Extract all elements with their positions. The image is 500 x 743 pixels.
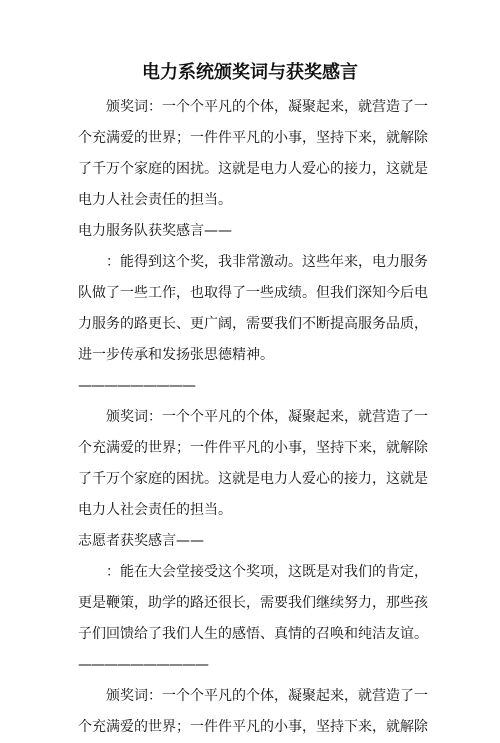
award-citation-paragraph-3: [78, 681, 428, 743]
text-line: 队做了一些工作，也取得了一些成绩。但我们深知今后电: [78, 285, 428, 301]
text-line: 个充满爱的世界；一件件平凡的小事，坚持下来，就解除: [78, 440, 428, 456]
text-line: 了千万个家庭的困扰。这就是电力人爱心的接力，这就是: [78, 471, 428, 487]
document-title: 电力系统颁奖词与获奖感言: [142, 62, 358, 83]
text-line: ：能在大会堂接受这个奖项，这既是对我们的肯定，: [106, 564, 428, 580]
text-line: 电力人社会责任的担当。: [78, 502, 232, 518]
text-line: ：能得到这个奖，我非常激动。这些年来，电力服务: [106, 254, 428, 270]
text-line: 个充满爱的世界；一件件平凡的小事，坚持下来，就解除: [78, 719, 428, 735]
text-line: 了千万个家庭的困扰。这就是电力人爱心的接力，这就是: [78, 161, 428, 177]
text-line: 颁奖词：一个个平凡的个体，凝聚起来，就营造了一: [106, 409, 428, 425]
text-line: 个充满爱的世界；一件件平凡的小事，坚持下来，就解除: [78, 130, 428, 146]
text-line: 电力人社会责任的担当。: [78, 192, 232, 208]
text-line: 颁奖词：一个个平凡的个体，凝聚起来，就营造了一: [106, 688, 428, 704]
text-line: 更是鞭策，助学的路还很长，需要我们继续努力，那些孩: [78, 595, 428, 611]
text-line: 颁奖词：一个个平凡的个体，凝聚起来，就营造了一: [106, 99, 428, 115]
separator-line-1: —————————: [78, 378, 195, 394]
acceptance-speech-paragraph-2: [78, 557, 428, 650]
section-label-volunteers: 志愿者获奖感言——: [78, 533, 204, 549]
text-line: 进一步传承和发扬张思德精神。: [78, 347, 274, 363]
separator-line-2: ——————————: [78, 657, 208, 673]
section-label-power-service-team: 电力服务队获奖感言——: [78, 223, 232, 239]
award-citation-paragraph-2: [78, 402, 428, 526]
acceptance-speech-paragraph-1: [78, 247, 428, 371]
text-line: 子们回馈给了我们人生的感悟、真情的召唤和纯洁友谊。: [78, 626, 428, 642]
text-line: 力服务的路更长、更广阔，需要我们不断提高服务品质，: [78, 316, 428, 332]
award-citation-paragraph-1: [78, 92, 428, 216]
